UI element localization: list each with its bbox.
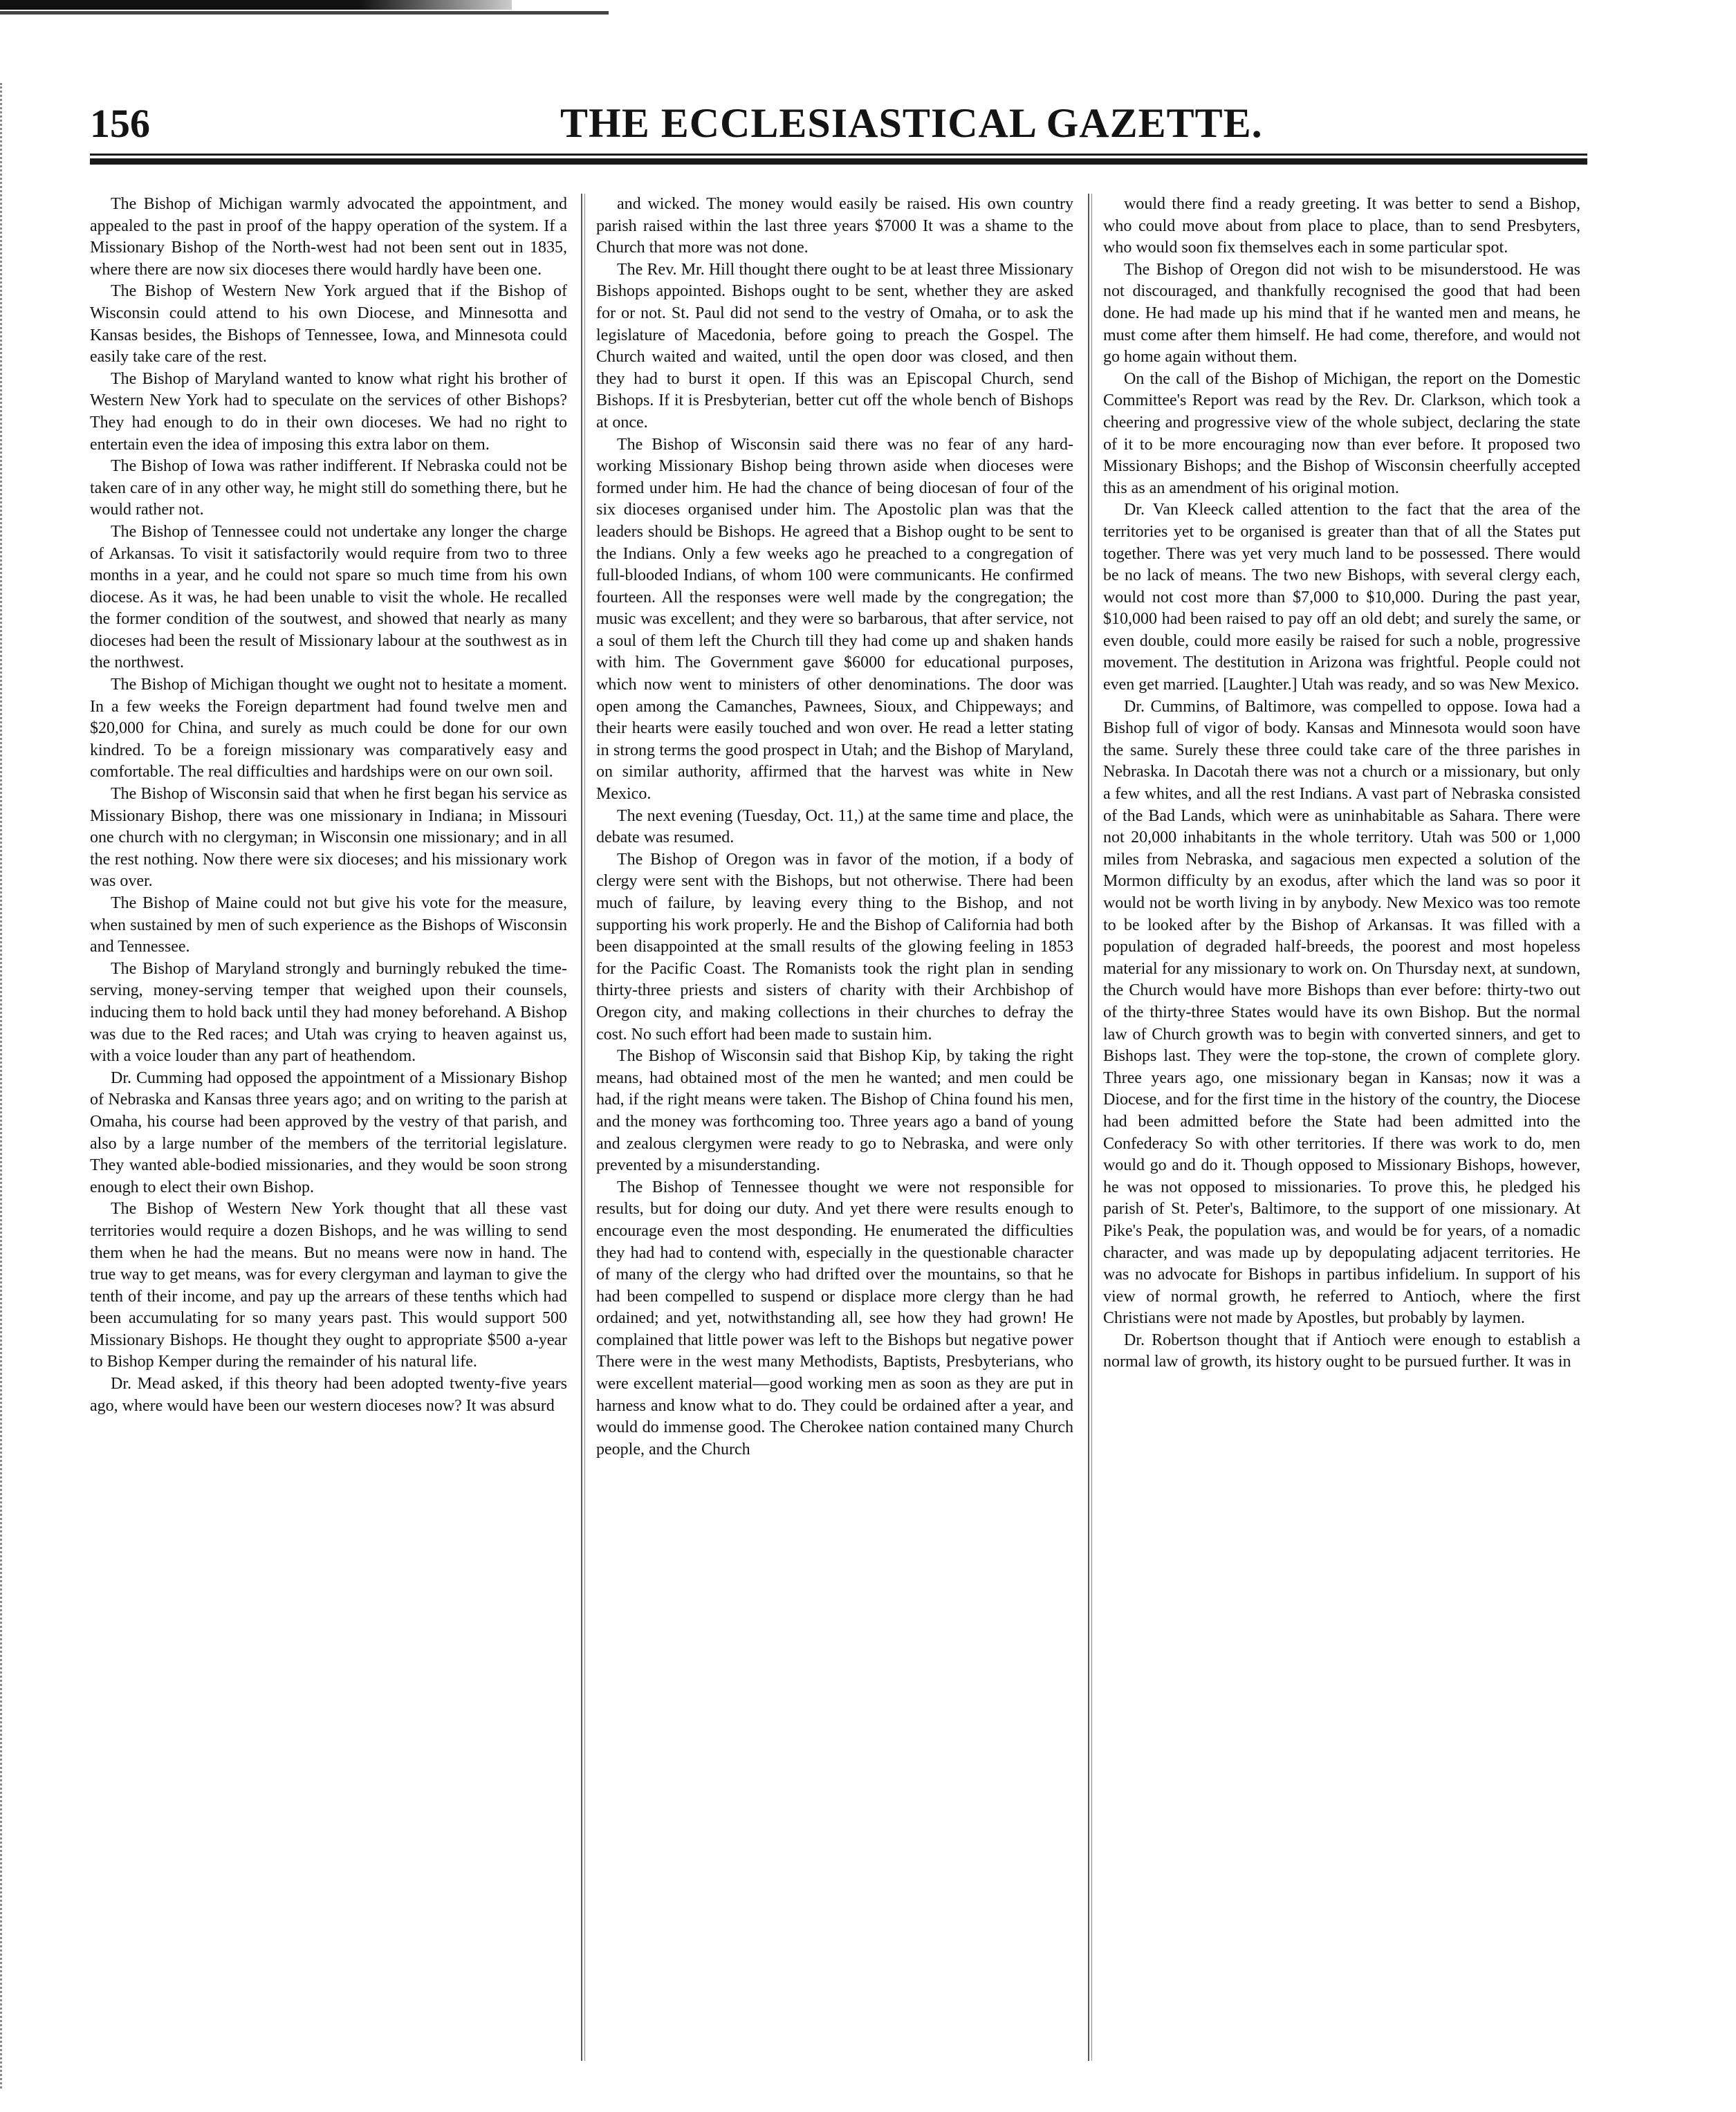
paragraph: The Bishop of Tennessee could not undertake any longer the charge of Arkansas. To visit it satisfactorily would require from two to three months in a year, and he could not spare so much time from his own diocese. As it was, he had been unable to visit the whole. He recalled the former condition of the soutwest, and showed that nearly as many dioceses had been the result of Missionary labour at the southwest as in the northwest. [90, 522, 567, 672]
column-2 [596, 194, 1073, 2061]
paragraph: The Bishop of Michigan thought we ought not to hesitate a moment. In a few weeks the Foreign department had found twelve men and $20,000 for China, and surely as much could be done for our own kindred. To be a foreign missionary was comparatively easy and comfortable. The real difficulties and hardships were on our own soil. [90, 676, 567, 781]
paragraph: The Bishop of Tennessee thought we were not responsible for results, but for doing our duty. And yet there were results enough to encourage even the most desponding. He enumerated the difficulties they had had to contend with, especially in the questionable character of many of the clergy who had drifted over the mountains, so that he had been compelled to suspend or displace more clergy than he had ordained; and yet, notwithstanding all, see how they had grown! He complained that little power was left to the Bishops but negative power There were in the west many Methodists, Baptists, Presbyterians, who were excellent material—good working men as soon as they are put in harness and know what to do. They could be ordained after a year, and would do immense good. The Cherokee nation contained many Church people, and the Church [596, 1178, 1073, 1458]
paragraph: would there find a ready greeting. It was better to send a Bishop, who could move about from place to place, than to send Presbyters, who would soon fix themselves each in some particular spot. [1103, 195, 1580, 257]
paragraph: The Bishop of Western New York argued that if the Bishop of Wisconsin could attend to his own Diocese, and Minnesotta and Kansas besides, the Bishops of Tennessee, Iowa, and Minnesota could easily take care of the rest. [90, 282, 567, 367]
paragraph: Dr. Cumming had opposed the appointment of a Missionary Bishop of Nebraska and Kansas three years ago; and on writing to the parish at Omaha, his course had been approved by the vestry of that parish, and also by a large number of the members of the territorial legislature. They wanted able-bodied missionaries, and they would be soon strong enough to elect their own Bishop. [90, 1068, 567, 1196]
column-1 [90, 194, 567, 2061]
paragraph: Dr. Robertson thought that if Antioch were enough to establish a normal law of growth, its history ought to be pursued further. It was in [1103, 1331, 1580, 1371]
paragraph: Dr. Van Kleeck called attention to the fact that the area of the territories yet to be organised is greater than that of all the States put together. There was yet very much land to be possessed. There would be no lack of means. The two new Bishops, with several clergy each, would not cost more than $7,000 to $10,000. During the past year, $10,000 had been raised to pay off an old debt; and surely the same, or even double, could more easily be raised for such a noble, progressive movement. The destitution in Arizona was frightful. People could not even get married. [Laughter.] Utah was ready, and so was New Mexico. [1103, 501, 1580, 694]
paragraph: The Rev. Mr. Hill thought there ought to be at least three Missionary Bishops appointed. Bishops ought to be sent, whether they are asked for or not. St. Paul did not send to the vestry of Omaha, or to ask the legislature of Macedonia, before going to preach the Gospel. The Church waited and waited, until the open door was closed, and then they had to burst it open. If this was an Episcopal Church, send Bishops. If it is Presbyterian, better cut off the whole bench of Bishops at once. [596, 260, 1073, 432]
paragraph: On the call of the Bishop of Michigan, the report on the Domestic Committee's Report was read by the Rev. Dr. Clarkson, which took a cheering and progressive view of the whole subject, declaring the state of it to be more encouraging now than ever before. It proposed two Missionary Bishops; and the Bishop of Wisconsin cheerfully accepted this as an amendment of his original motion. [1103, 369, 1580, 497]
publication-title: THE ECCLESIASTICAL GAZETTE. [560, 100, 1263, 146]
paragraph: Dr. Cummins, of Baltimore, was compelled to oppose. Iowa had a Bishop full of vigor of body. Kansas and Minnesota would soon have the same. Surely these three could take care of the three parishes in Nebraska. In Dacotah there was not a church or a missionary, but only a few whites, and all the rest Indians. A vast part of Nebraska consisted of the Bad Lands, which were as uninhabitable as Sahara. There were not 20,000 inhabitants in the whole territory. Utah was 500 or 1,000 miles from Nebraska, and sagacious men expected a solution of the Mormon difficulty by an exodus, after which the land was so poor it would not be worth living in by anybody. New Mexico was too remote to be looked after by the Bishop of Arkansas. It was filled with a population of degraded half-breeds, the poorest and most hopeless material for any missionary to work on. On Thursday next, at sundown, the Church would have more Bishops than ever before: thirty-two out of the thirty-three States would have its own Bishop. But the normal law of Church growth was to begin with converted sinners, and get to Bishops last. They were the top-stone, the crown of complete glory. Three years ago, one missionary began in Kansas; now it was a Diocese, and for the first time in the history of the country, the Diocese had been admitted before the State had been admitted into the Confederacy So with other territories. If there was work to do, men would go and do it. Though opposed to Missionary Bishops, however, he was not opposed to missionaries. To prove this, he pledged his parish of St. Peter's, Baltimore, to the support of one missionary. At Pike's Peak, the population was, and would be for years, of a nomadic character, and was made up by depopulating adjacent territories. He was no advocate for Bishops in partibus infidelium. In support of his view of normal growth, he referred to Antioch, where the first Christians were not made by Apostles, but probably by laymen. [1103, 697, 1580, 1328]
paragraph: Dr. Mead asked, if this theory had been adopted twenty-five years ago, where would have been our western dioceses now? It was absurd [90, 1375, 567, 1415]
page-number: 156 [90, 101, 150, 146]
scan-left-edge [0, 83, 10, 2088]
paragraph: The Bishop of Iowa was rather indifferent. If Nebraska could not be taken care of in any other way, he might still do something there, but he would rather not. [90, 457, 567, 519]
column-divider-2 [1088, 194, 1092, 2061]
paragraph: The Bishop of Oregon was in favor of the motion, if a body of clergy were sent with the Bishops, but not otherwise. There had been much of failure, by leaving every thing to the Bishop, and not supporting his work properly. He and the Bishop of California had both been disappointed at the small results of the glowing feeling in 1853 for the Pacific Coast. The Romanists took the right plan in sending thirty-three priests and sisters of charity with their Archbishop of Oregon city, and making collections in their churches to defray the cost. No such effort had been made to sustain him. [596, 850, 1073, 1044]
column-3 [1103, 194, 1580, 2061]
paragraph: The Bishop of Wisconsin said there was no fear of any hard-working Missionary Bishop being thrown aside when dioceses were formed under him. He had the chance of being diocesan of four of the six dioceses organised under him. The Apostolic plan was that the leaders should be Bishops. He agreed that a Bishop ought to be sent to the Indians. Only a few weeks ago he preached to a congregation of full-blooded Indians, of whom 100 were communicants. He confirmed fourteen. All the responses were well made by the congregation; the music was excellent; and they were so barbarous, that after service, not a soul of them left the Church till they had come up and shaken hands with him. The Government gave $6000 for educational purposes, which now went to ministers of other denominations. The door was open among the Camanches, Pawnees, Sioux, and Chippeways; and their hearts were easily touched and won over. He read a letter stating in strong terms the good prospect in Utah; and the Bishop of Maryland, on similar authority, affirmed that the harvest was white in New Mexico. [596, 435, 1073, 804]
scan-top-edge [0, 0, 512, 10]
paragraph: The next evening (Tuesday, Oct. 11,) at the same time and place, the debate was resumed. [596, 806, 1073, 847]
scan-top-edge-rule [0, 11, 609, 15]
paragraph: The Bishop of Maryland strongly and burningly rebuked the time-serving, money-serving temper that weighed upon their counsels, inducing them to hold back until they had money beforehand. A Bishop was due to the Red races; and Utah was crying to heaven against us, with a voice louder than any part of heathendom. [90, 959, 567, 1066]
paragraph: The Bishop of Oregon did not wish to be misunderstood. He was not discouraged, and thankfully recognised the good that had been done. He had made up his mind that if he wanted men and means, he must come after them himself. He had come, therefore, and would not go home again without them. [1103, 260, 1580, 367]
paragraph: The Bishop of Maine could not but give his vote for the measure, when sustained by men of such experience as the Bishops of Wisconsin and Tennessee. [90, 894, 567, 956]
article-columns [90, 194, 1587, 2061]
page-header [90, 100, 1587, 149]
paragraph: and wicked. The money would easily be raised. His own country parish raised within the last three years $7000 It was a shame to the Church that more was not done. [596, 195, 1073, 257]
paragraph: The Bishop of Michigan warmly advocated the appointment, and appealed to the past in proof of the happy operation of the system. If a Missionary Bishop of the North-west had not been sent out in 1835, where there are now six dioceses there would hardly have been one. [90, 195, 567, 279]
paragraph: The Bishop of Wisconsin said that Bishop Kip, by taking the right means, had obtained most of the men he wanted; and men could be had, if the right means were taken. The Bishop of China found his men, and the money was forthcoming too. Three years ago a band of young and zealous clergymen were ready to go to Nebraska, and were only prevented by a misunderstanding. [596, 1047, 1073, 1175]
header-rule-thin [90, 154, 1587, 156]
column-divider-1 [581, 194, 585, 2061]
paragraph: The Bishop of Maryland wanted to know what right his brother of Western New York had to speculate on the services of other Bishops? They had enough to do in their own dioceses. We had no right to entertain even the idea of imposing this extra labor on them. [90, 369, 567, 454]
header-rule-thick [90, 158, 1587, 165]
paragraph: The Bishop of Western New York thought that all these vast territories would require a dozen Bishops, and he was willing to send them when he had the means. But no means were now in hand. The true way to get means, was for every clergyman and layman to give the tenth of their income, and pay up the arrears of these tenths which had been accumulating for so many years past. This would support 500 Missionary Bishops. He thought they ought to appropriate $500 a-year to Bishop Kemper during the remainder of his natural life. [90, 1200, 567, 1371]
paragraph: The Bishop of Wisconsin said that when he first began his service as Missionary Bishop, there was one missionary in Indiana; in Missouri one church with no clergyman; in Wisconsin one missionary; and in all the rest nothing. Now there were six dioceses; and his missionary work was over. [90, 785, 567, 891]
